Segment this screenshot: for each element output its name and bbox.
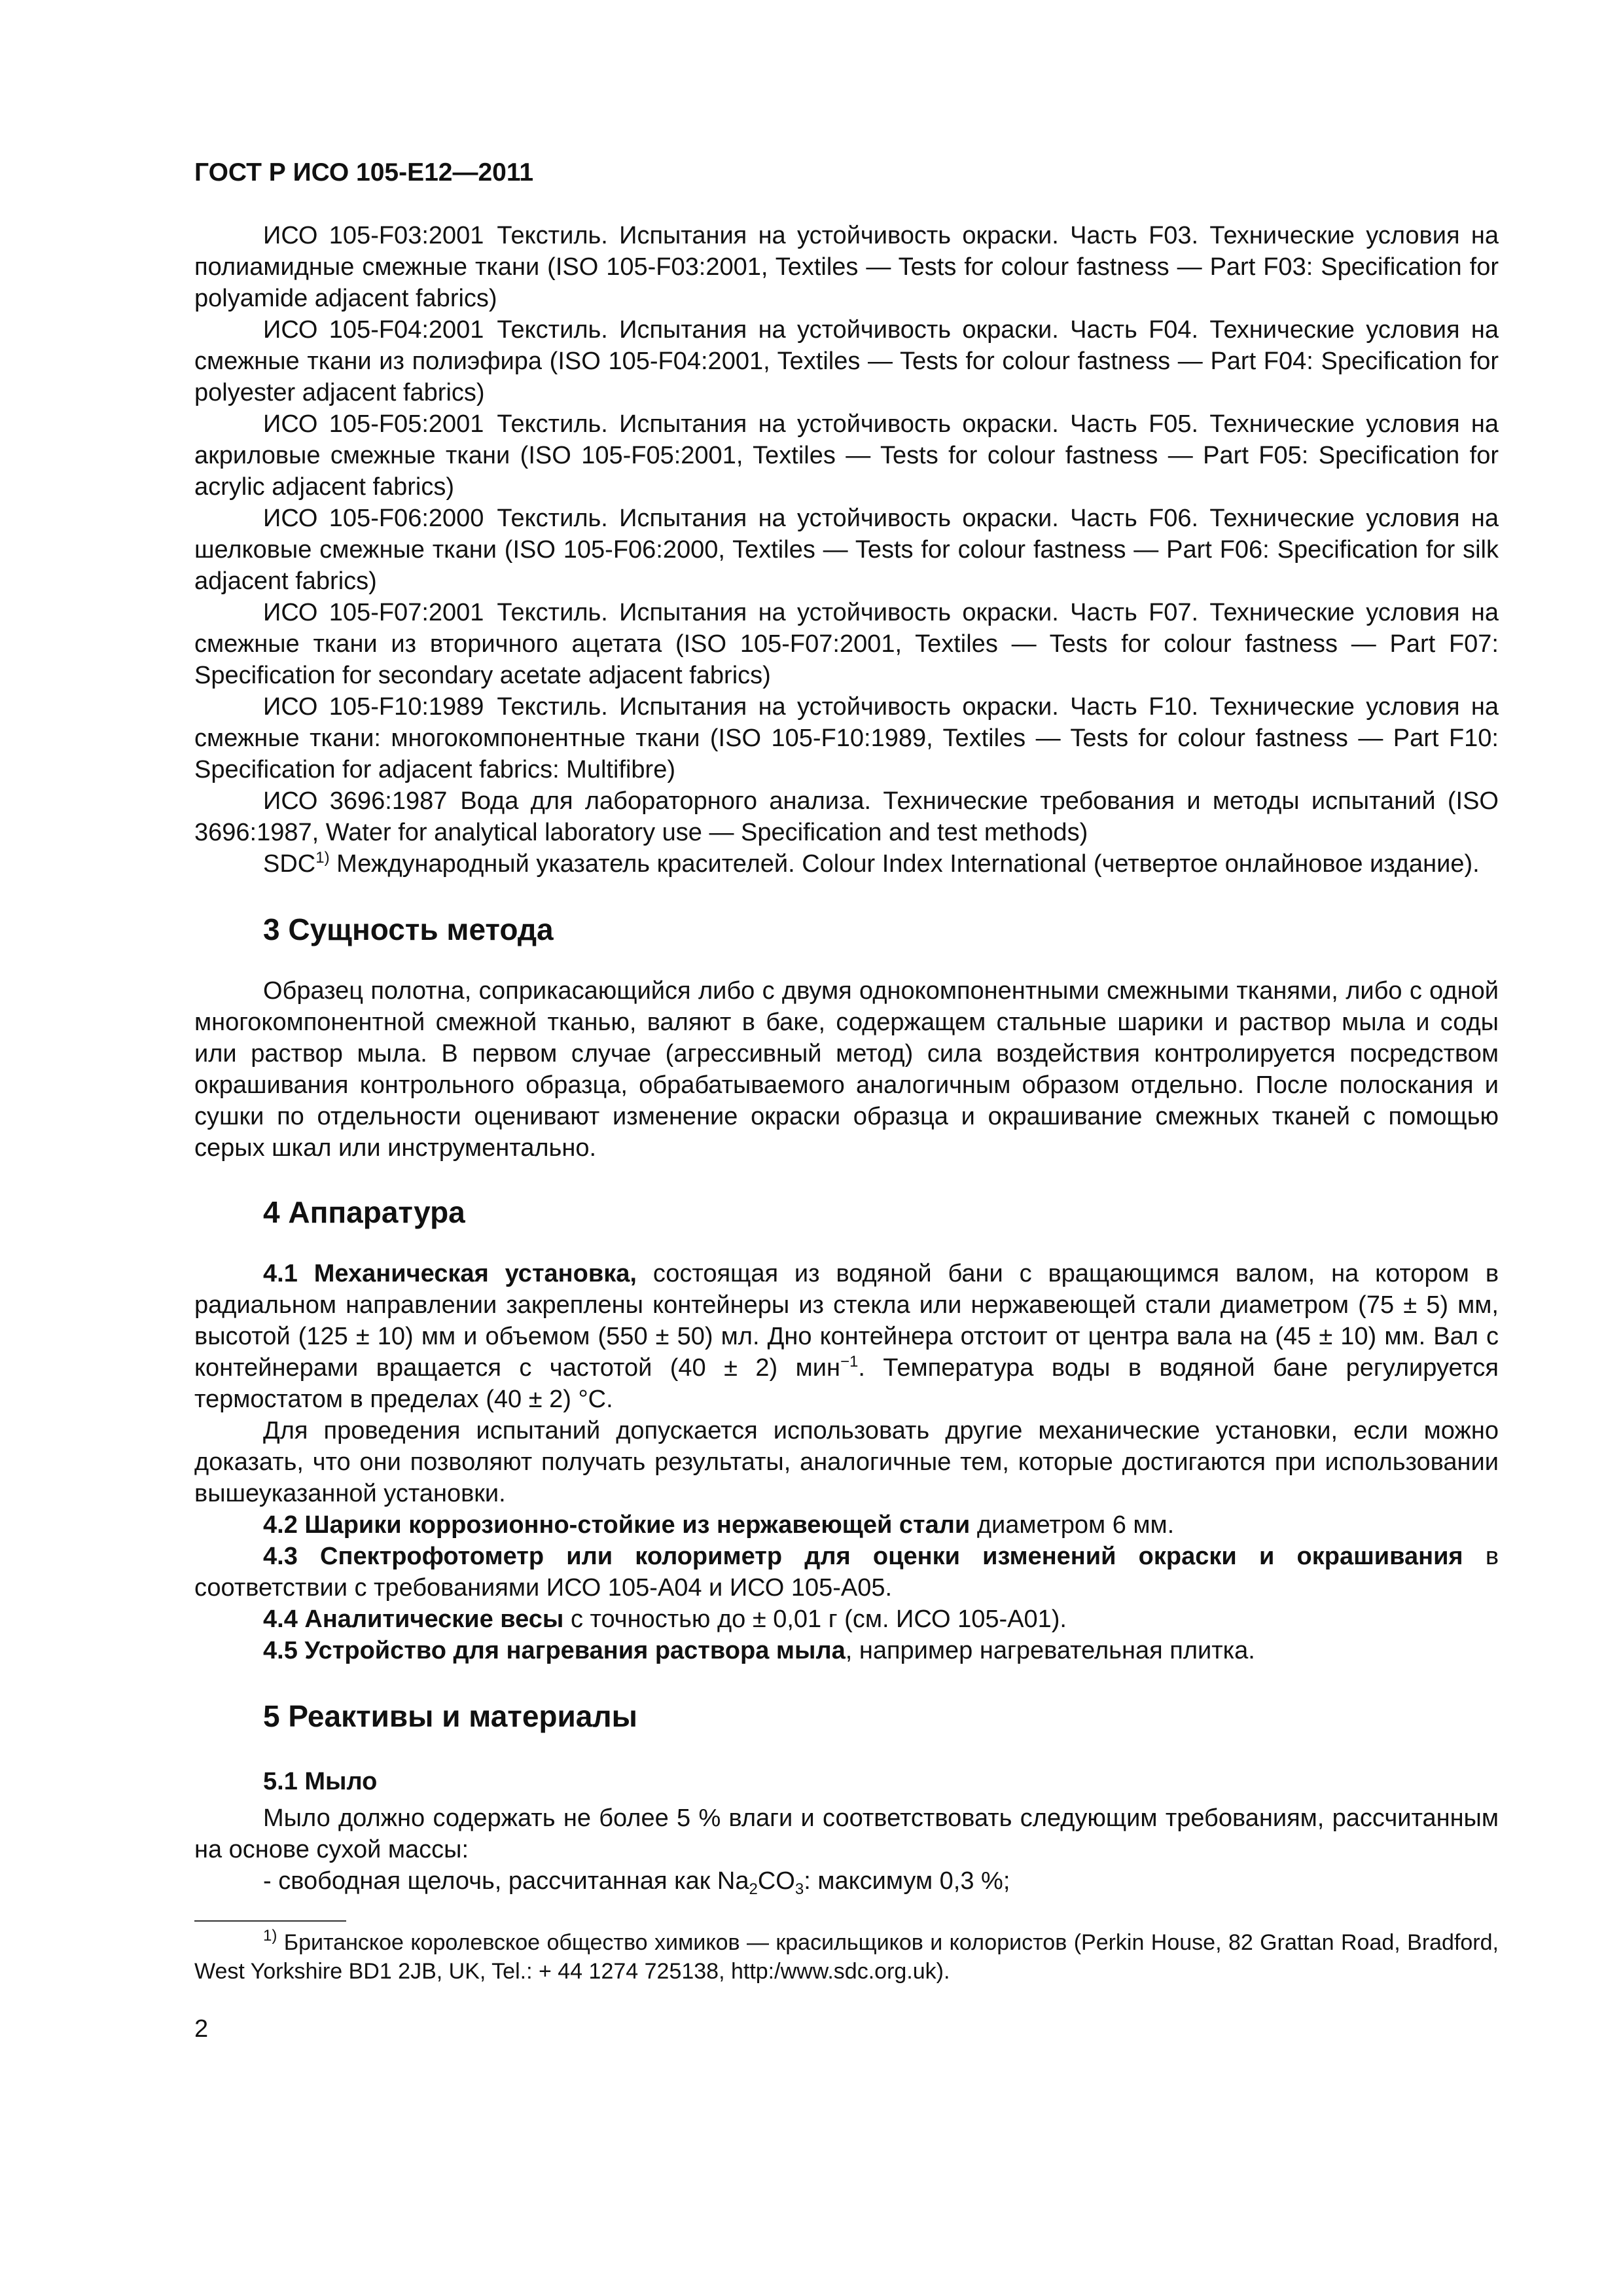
clause-text: с точностью до ± 0,01 г (см. ИСО 105-A01).	[570, 1605, 1067, 1633]
reference-code: ИСО 105-F03:2001	[263, 222, 484, 249]
reference-item	[194, 597, 1499, 691]
footnote-mark: 1)	[263, 1927, 277, 1945]
clause-number: 4.2	[263, 1511, 298, 1539]
reference-text: Текстиль. Испытания на устойчивость окраски. Часть F03. Технические условия на полиамидные смежные ткани (ISO 105-F03:2001, Textiles — Tests for colour fastness — Part F03: Specification for polyamide adjacent fabrics)	[194, 222, 1499, 312]
clause-term: Устройство для нагревания раствора мыла	[304, 1637, 846, 1664]
clause-term: Спектрофотометр или колориметр для оценки изменений окраски и окрашивания	[320, 1543, 1463, 1570]
reference-item	[194, 503, 1499, 597]
clause-text-cont: . Температура воды в водяной бане регулируется термостатом в пределах (40 ± 2) °С.	[194, 1354, 1499, 1413]
reference-item	[194, 408, 1499, 503]
reference-item	[194, 691, 1499, 785]
clause-term: Шарики коррозионно-стойкие из нержавеющей стали	[304, 1511, 971, 1539]
reference-text: Текстиль. Испытания на устойчивость окраски. Часть F05. Технические условия на акриловые смежные ткани (ISO 105-F05:2001, Textiles — Tests for colour fastness — Part F05: Specification for acrylic adjacent fabrics)	[194, 410, 1499, 501]
reference-item	[194, 314, 1499, 408]
reference-item	[194, 785, 1499, 848]
reference-text: Международный указатель красителей. Colour Index International (четвертое онлайновое издание).	[336, 850, 1480, 878]
section-4-heading: 4 Аппаратура	[263, 1195, 465, 1229]
section-3-text: Образец полотна, соприкасающийся либо с двумя однокомпонентными смежными тканями, либо с одной многокомпонентной смежной тканью, валяют в баке, содержащем стальные шарики и раствор мыла и соды или раствор мыла. В первом случае (агрессивный метод) сила воздействия контролируется посредством окрашивания контрольного образца, обрабатываемого аналогичным образом отдельно. После полоскания и сушки по отдельности оценивают изменение окраски образца и окрашивание смежных тканей с помощью серых шкал или инструментально.	[194, 977, 1499, 1162]
footnote	[194, 1928, 1499, 1986]
page-number: 2	[194, 2015, 209, 2043]
reference-code: SDC	[263, 850, 316, 878]
clause-term: Аналитические весы	[304, 1605, 564, 1633]
clause-4-1	[194, 1258, 1499, 1415]
requirement-item: - свободная щелочь, рассчитанная как $Na_2CO_3$: максимум 0,3 %;	[263, 1867, 1010, 1898]
reference-text: Текстиль. Испытания на устойчивость окраски. Часть F10. Технические условия на смежные ткани: многокомпонентные ткани (ISO 105-F10:1989, Textiles — Tests for colour fastness — Part F10: Specification for adjacent fabrics: Multifibre)	[194, 693, 1499, 783]
clause-term: Механическая установка,	[313, 1260, 637, 1287]
clause-4-1-note: Для проведения испытаний допускается использовать другие механические установки, если можно доказать, что они позволяют получать результаты, аналогичные тем, которые достигаются при использовании вышеуказанной установки.	[194, 1417, 1499, 1507]
clause-4-3	[194, 1541, 1499, 1604]
unit-exponent: −1	[840, 1353, 859, 1371]
reference-code: ИСО 105-F06:2000	[263, 505, 484, 532]
clause-text: состоящая из водяной бани с вращающимся валом, на котором в радиальном направлении закреплены контейнеры из стекла или нержавеющей стали диаметром (75 ± 5) мм, высотой (125 ± 10) мм и объемом (550 ± 50) мл. Дно контейнера отстоит от центра вала на (45 ± 10) мм. Вал с контейнерами вращается с частотой (40 ± 2) мин	[194, 1260, 1499, 1382]
reference-code: ИСО 3696:1987	[263, 787, 448, 815]
references-list	[194, 220, 1499, 880]
clause-number: 4.4	[263, 1605, 298, 1633]
document-header: ГОСТ Р ИСО 105-E12—2011	[194, 158, 534, 187]
reference-code: ИСО 105-F05:2001	[263, 410, 484, 438]
reference-text: Вода для лабораторного анализа. Технические требования и методы испытаний (ISO 3696:1987, Water for analytical laboratory use — Specification and test methods)	[194, 787, 1499, 846]
clause-number: 4.3	[263, 1543, 298, 1570]
clause-number: 4.5	[263, 1637, 298, 1664]
clause-text: диаметром 6 мм.	[976, 1511, 1175, 1539]
reference-item	[194, 220, 1499, 314]
clause-text: , например нагревательная плитка.	[845, 1637, 1255, 1664]
reference-text: Текстиль. Испытания на устойчивость окраски. Часть F07. Технические условия на смежные ткани из вторичного ацетата (ISO 105-F07:2001, Textiles — Tests for colour fastness — Part F07: Specification for secondary acetate adjacent fabrics)	[194, 599, 1499, 689]
clause-4-5	[194, 1635, 1499, 1666]
reference-item-sdc	[194, 848, 1499, 880]
reference-code: ИСО 105-F10:1989	[263, 693, 484, 721]
subsection-5-1-heading: 5.1 Мыло	[263, 1768, 378, 1795]
reference-code: ИСО 105-F07:2001	[263, 599, 484, 626]
clause-4-4	[194, 1604, 1499, 1635]
reference-text: Текстиль. Испытания на устойчивость окраски. Часть F04. Технические условия на смежные ткани из полиэфира (ISO 105-F04:2001, Textiles — Tests for colour fastness — Part F04: Specification for polyester adjacent fabrics)	[194, 316, 1499, 406]
footnote-divider	[194, 1920, 346, 1922]
reference-code: ИСО 105-F04:2001	[263, 316, 484, 344]
document-page	[194, 157, 1499, 2045]
clause-4-2	[194, 1509, 1499, 1541]
subsection-5-1-text: Мыло должно содержать не более 5 % влаги и соответствовать следующим требованиям, рассчитанным на основе сухой массы:	[194, 1804, 1499, 1863]
section-3-heading: 3 Сущность метода	[263, 912, 554, 946]
section-5-heading: 5 Реактивы и материалы	[263, 1699, 637, 1733]
reference-text: Текстиль. Испытания на устойчивость окраски. Часть F06. Технические условия на шелковые смежные ткани (ISO 105-F06:2000, Textiles — Tests for colour fastness — Part F06: Specification for silk adjacent fabrics)	[194, 505, 1499, 595]
clause-number: 4.1	[263, 1260, 298, 1287]
footnote-text: Британское королевское общество химиков — красильщиков и колористов (Perkin House, 82 Grattan Road, Bradford, West Yorkshire BD1 2JB, UK, Tel.: + 44 1274 725138, http:/www.sdc.org.uk).	[194, 1930, 1499, 1984]
footnote-mark: 1)	[315, 849, 330, 867]
clause-text: в соответствии с требованиями ИСО 105-A04 и ИСО 105-A05.	[194, 1543, 1499, 1602]
